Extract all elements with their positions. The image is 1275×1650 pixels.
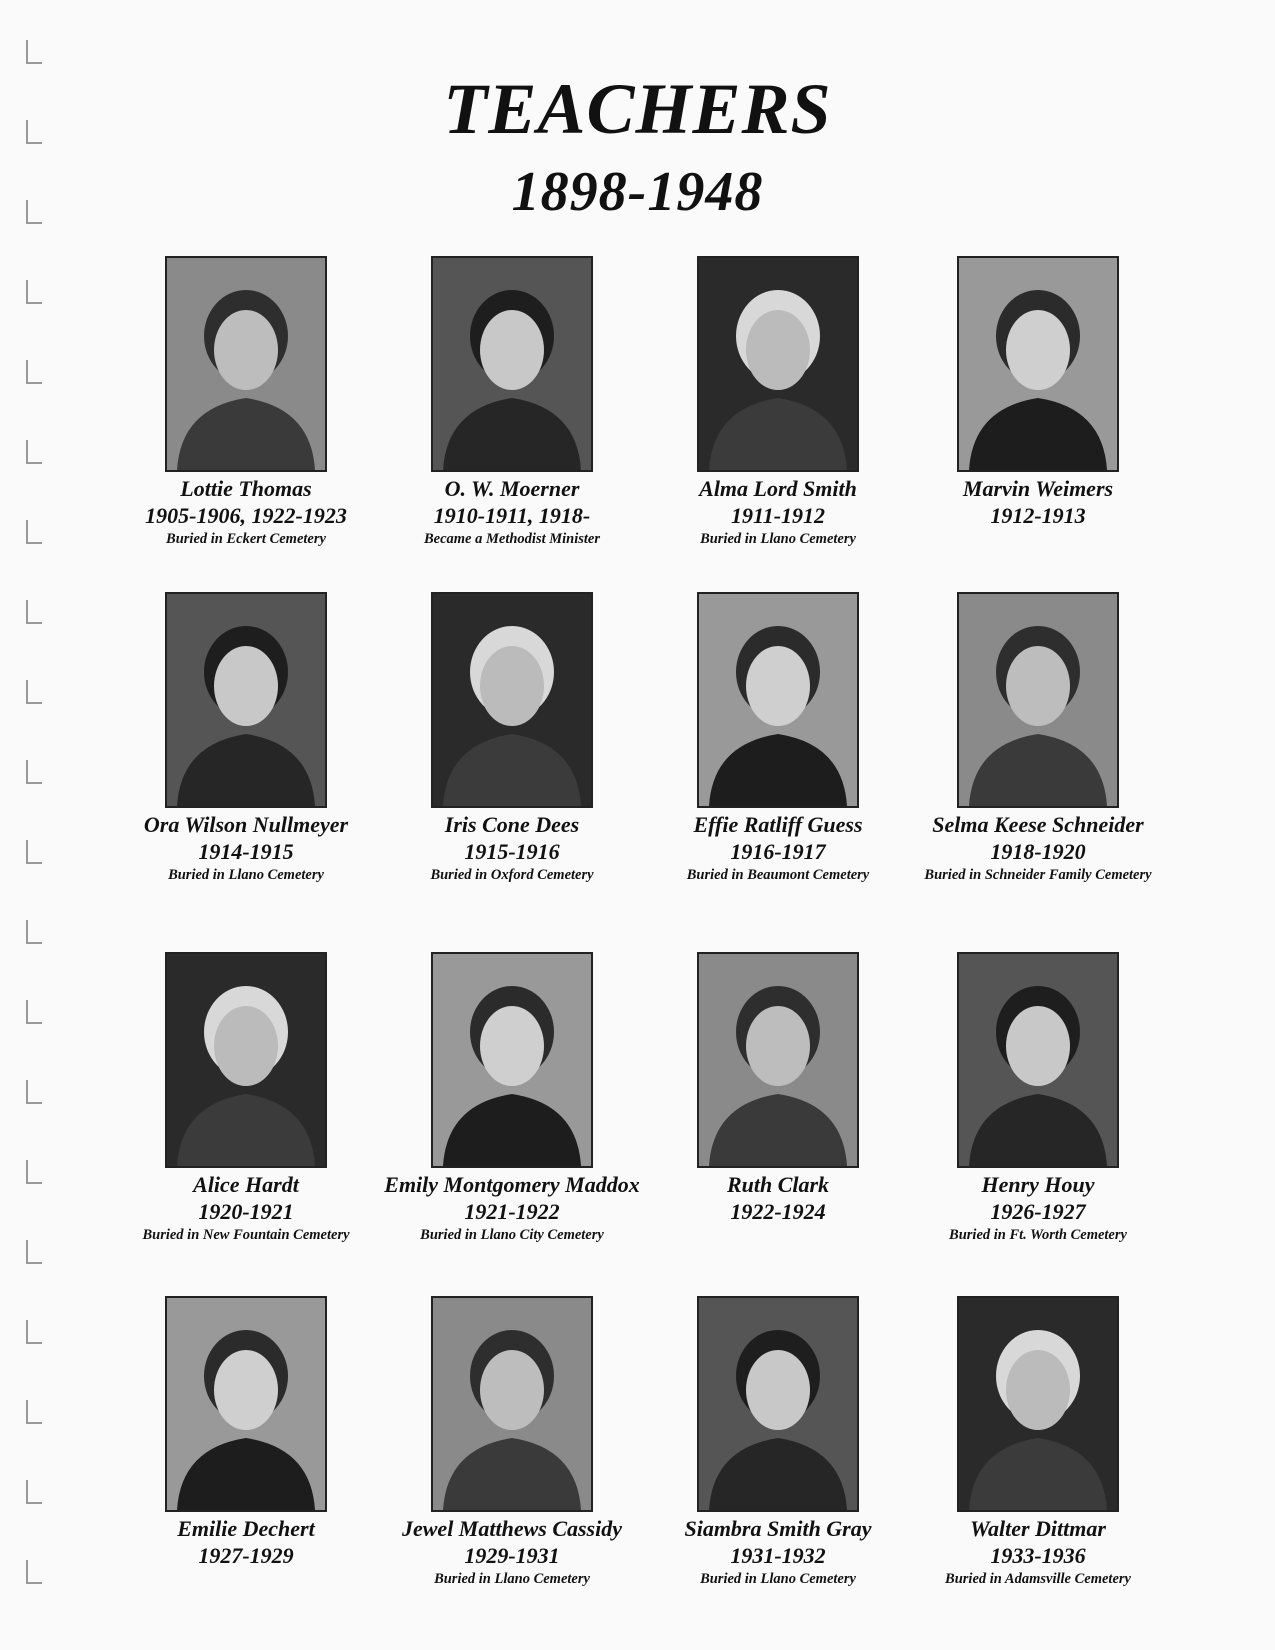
teacher-years: 1910-1911, 1918- — [433, 503, 591, 528]
teacher-name: Ruth Clark — [726, 1172, 830, 1197]
portrait-photo — [697, 592, 859, 808]
portrait-photo — [957, 952, 1119, 1168]
teacher-note: Buried in Llano Cemetery — [700, 1571, 856, 1587]
teacher-years: 1911-1912 — [730, 503, 826, 528]
portrait-photo — [431, 256, 593, 472]
portrait-photo — [697, 256, 859, 472]
teacher-card-16 — [898, 1296, 1178, 1589]
teacher-name: Marvin Weimers — [962, 476, 1114, 501]
portrait-photo — [165, 256, 327, 472]
teacher-name: Jewel Matthews Cassidy — [401, 1516, 622, 1541]
portrait-photo — [431, 952, 593, 1168]
teacher-card-11 — [638, 952, 918, 1226]
portrait-photo — [697, 1296, 859, 1512]
teacher-name: Alma Lord Smith — [699, 476, 857, 501]
teacher-card-1 — [106, 256, 386, 549]
teacher-card-9 — [106, 952, 386, 1245]
portrait-photo — [957, 592, 1119, 808]
teacher-name: Alice Hardt — [193, 1172, 299, 1197]
teacher-years: 1905-1906, 1922-1923 — [145, 503, 347, 528]
teacher-years: 1914-1915 — [198, 839, 294, 864]
portrait-photo — [431, 1296, 593, 1512]
teacher-years: 1920-1921 — [198, 1199, 294, 1224]
teacher-years: 1915-1916 — [464, 839, 560, 864]
teacher-card-15 — [638, 1296, 918, 1589]
teacher-years: 1927-1929 — [198, 1543, 294, 1568]
teacher-note: Buried in Llano Cemetery — [168, 867, 324, 883]
teacher-name: Selma Keese Schneider — [932, 812, 1144, 837]
teacher-note: Buried in Llano City Cemetery — [420, 1227, 604, 1243]
teacher-note: Buried in Oxford Cemetery — [430, 867, 594, 883]
teacher-years: 1921-1922 — [464, 1199, 560, 1224]
teacher-years: 1916-1917 — [730, 839, 826, 864]
portrait-photo — [431, 592, 593, 808]
teacher-card-14 — [372, 1296, 652, 1589]
teacher-note: Buried in Llano Cemetery — [434, 1571, 590, 1587]
teacher-card-3 — [638, 256, 918, 549]
teacher-name: Siambra Smith Gray — [684, 1516, 872, 1541]
teacher-years: 1931-1932 — [730, 1543, 826, 1568]
teacher-name: Ora Wilson Nullmeyer — [143, 812, 349, 837]
portrait-photo — [165, 592, 327, 808]
teacher-years: 1918-1920 — [990, 839, 1086, 864]
teacher-note: Buried in Adamsville Cemetery — [945, 1571, 1131, 1587]
teacher-name: Henry Houy — [981, 1172, 1095, 1197]
teacher-card-12 — [898, 952, 1178, 1245]
teacher-card-6 — [372, 592, 652, 885]
teacher-card-5 — [106, 592, 386, 885]
teacher-card-2 — [372, 256, 652, 549]
teacher-years: 1926-1927 — [990, 1199, 1086, 1224]
teacher-name: O. W. Moerner — [444, 476, 580, 501]
teacher-name: Emily Montgomery Maddox — [384, 1172, 640, 1197]
teacher-card-7 — [638, 592, 918, 885]
teacher-name: Lottie Thomas — [180, 476, 312, 501]
teacher-note: Became a Methodist Minister — [423, 531, 601, 547]
teacher-card-10 — [372, 952, 652, 1245]
teacher-note: Buried in Beaumont Cemetery — [686, 867, 870, 883]
teacher-name: Effie Ratliff Guess — [693, 812, 863, 837]
teacher-note: Buried in New Fountain Cemetery — [142, 1227, 350, 1243]
portrait-photo — [165, 952, 327, 1168]
portrait-photo — [697, 952, 859, 1168]
teacher-years: 1912-1913 — [990, 503, 1086, 528]
portrait-photo — [957, 1296, 1119, 1512]
teacher-note: Buried in Eckert Cemetery — [166, 531, 326, 547]
teacher-years: 1922-1924 — [730, 1199, 826, 1224]
page-title: TEACHERS — [443, 69, 832, 149]
portrait-photo — [957, 256, 1119, 472]
teacher-name: Walter Dittmar — [970, 1516, 1106, 1541]
teacher-card-8 — [898, 592, 1178, 885]
page-subtitle: 1898-1948 — [511, 161, 764, 223]
teacher-name: Emilie Dechert — [177, 1516, 315, 1541]
portrait-photo — [165, 1296, 327, 1512]
teacher-name: Iris Cone Dees — [444, 812, 580, 837]
teacher-card-13 — [106, 1296, 386, 1570]
teacher-note: Buried in Schneider Family Cemetery — [924, 867, 1152, 883]
teacher-card-4 — [898, 256, 1178, 530]
spiral-binding-marks — [26, 40, 44, 1620]
teacher-note: Buried in Ft. Worth Cemetery — [949, 1227, 1127, 1243]
teacher-years: 1933-1936 — [990, 1543, 1086, 1568]
teacher-note: Buried in Llano Cemetery — [700, 531, 856, 547]
teacher-years: 1929-1931 — [464, 1543, 560, 1568]
